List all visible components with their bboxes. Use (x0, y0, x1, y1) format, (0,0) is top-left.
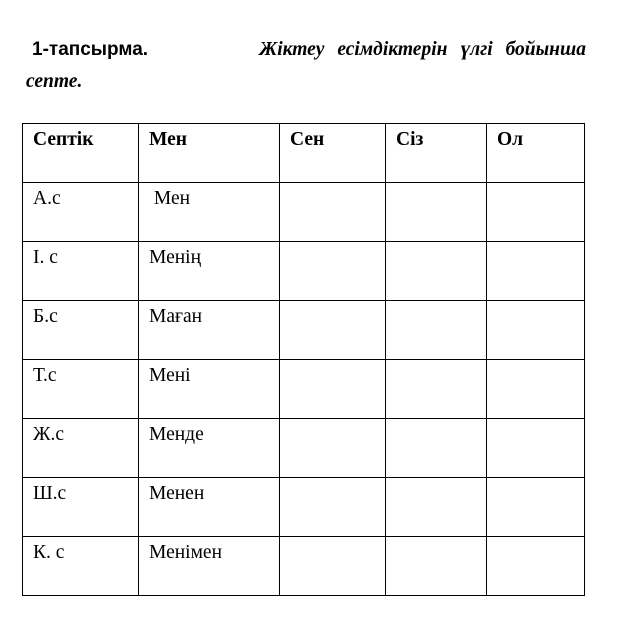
sen-cell[interactable] (280, 242, 386, 301)
header-siz: Сіз (386, 124, 487, 183)
task-instruction-part1: Жіктеу есімдіктерін үлгі бойынша (259, 39, 586, 60)
siz-cell[interactable] (386, 301, 487, 360)
men-cell: Менен (139, 478, 280, 537)
siz-cell[interactable] (386, 419, 487, 478)
sen-cell[interactable] (280, 419, 386, 478)
sen-cell[interactable] (280, 183, 386, 242)
task-number-label: 1-тапсырма. (32, 39, 149, 60)
siz-cell[interactable] (386, 537, 487, 596)
men-cell: Мені (139, 360, 280, 419)
table-row (23, 360, 585, 419)
header-ol: Ол (487, 124, 585, 183)
siz-cell[interactable] (386, 360, 487, 419)
sen-cell[interactable] (280, 360, 386, 419)
ol-cell[interactable] (487, 183, 585, 242)
case-cell: Ж.с (23, 419, 139, 478)
sen-cell[interactable] (280, 478, 386, 537)
case-cell: А.с (23, 183, 139, 242)
ol-cell[interactable] (487, 478, 585, 537)
ol-cell[interactable] (487, 537, 585, 596)
case-cell: К. с (23, 537, 139, 596)
men-cell: Мен (139, 183, 280, 242)
sen-cell[interactable] (280, 537, 386, 596)
men-cell: Менімен (139, 537, 280, 596)
table-row (23, 242, 585, 301)
declension-table (22, 123, 585, 596)
siz-cell[interactable] (386, 242, 487, 301)
header-case: Септік (23, 124, 139, 183)
table-row (23, 183, 585, 242)
men-cell: Менде (139, 419, 280, 478)
task-instruction-part2: септе. (26, 71, 83, 92)
ol-cell[interactable] (487, 360, 585, 419)
case-cell: Ш.с (23, 478, 139, 537)
table-row (23, 419, 585, 478)
siz-cell[interactable] (386, 183, 487, 242)
table-row (23, 537, 585, 596)
ol-cell[interactable] (487, 419, 585, 478)
case-cell: Б.с (23, 301, 139, 360)
header-sen: Сен (280, 124, 386, 183)
case-cell: Т.с (23, 360, 139, 419)
men-cell: Маған (139, 301, 280, 360)
table-row (23, 301, 585, 360)
task-heading (26, 34, 586, 98)
header-men: Мен (139, 124, 280, 183)
case-cell: І. с (23, 242, 139, 301)
task-heading-line (26, 34, 586, 66)
table-row (23, 478, 585, 537)
sen-cell[interactable] (280, 301, 386, 360)
table-header-row (23, 124, 585, 183)
ol-cell[interactable] (487, 242, 585, 301)
ol-cell[interactable] (487, 301, 585, 360)
men-cell: Менің (139, 242, 280, 301)
siz-cell[interactable] (386, 478, 487, 537)
